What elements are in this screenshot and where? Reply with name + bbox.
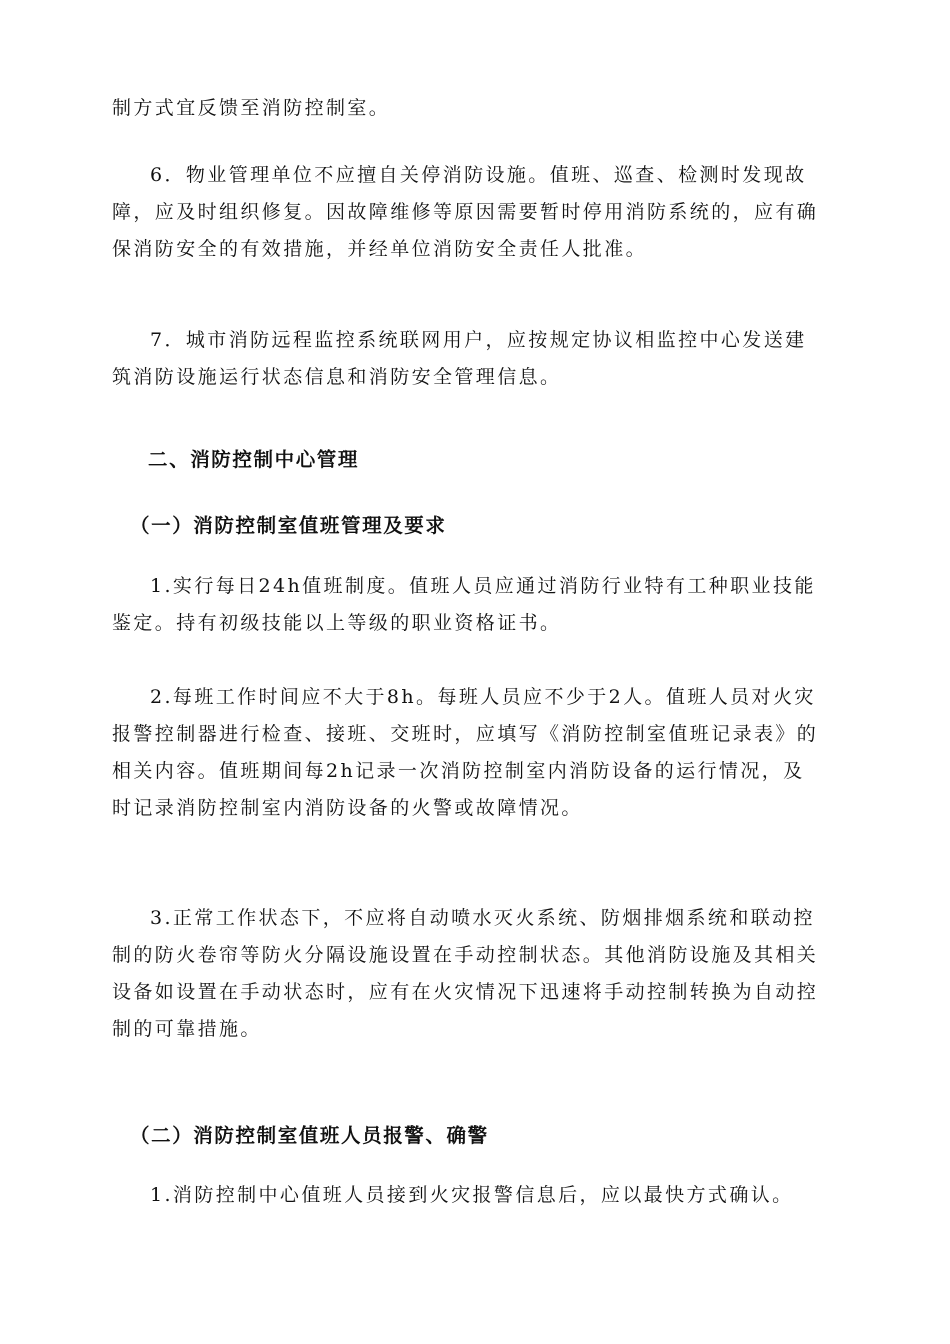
text-line: 筑消防设施运行状态信息和消防安全管理信息。	[112, 366, 562, 388]
paragraph-rule-3	[112, 900, 852, 1048]
text-line: 制的可靠措施。	[112, 1018, 262, 1040]
text-line: 鉴定。持有初级技能以上等级的职业资格证书。	[112, 612, 562, 634]
text-line: 制方式宜反馈至消防控制室。	[112, 97, 391, 119]
text-line: 时记录消防控制室内消防设备的火警或故障情况。	[112, 797, 583, 819]
paragraph-item-7	[112, 322, 852, 396]
text-line: 保消防安全的有效措施，并经单位消防安全责任人批准。	[112, 238, 648, 260]
text-line: 设备如设置在手动状态时，应有在火灾情况下迅速将手动控制转换为自动控	[112, 981, 819, 1003]
text-line: 障，应及时组织修复。因故障维修等原因需要暂时停用消防系统的，应有确	[112, 201, 819, 223]
paragraph-item-6	[112, 157, 852, 268]
text-line: 1.实行每日24h值班制度。值班人员应通过消防行业特有工种职业技能	[150, 575, 816, 597]
paragraph-rule-1	[112, 568, 852, 642]
text-line: 7．城市消防远程监控系统联网用户，应按规定协议相监控中心发送建	[150, 329, 807, 351]
text-line: 2.每班工作时间应不大于8h。每班人员应不少于2人。值班人员对火灾	[150, 686, 816, 708]
paragraph-report-1	[112, 1177, 852, 1214]
paragraph-rule-2	[112, 679, 852, 827]
text-line: 6．物业管理单位不应擅自关停消防设施。值班、巡查、检测时发现故	[150, 164, 807, 186]
text-line: 1.消防控制中心值班人员接到火灾报警信息后，应以最快方式确认。	[150, 1184, 794, 1206]
text-line: 制的防火卷帘等防火分隔设施设置在手动控制状态。其他消防设施及其相关	[112, 944, 819, 966]
text-line: 报警控制器进行检查、接班、交班时，应填写《消防控制室值班记录表》的	[112, 723, 819, 745]
subsection-heading-1: （一）消防控制室值班管理及要求	[130, 514, 447, 537]
paragraph-continued	[112, 90, 852, 127]
text-line: 相关内容。值班期间每2h记录一次消防控制室内消防设备的运行情况，及	[112, 760, 805, 782]
text-line: 3.正常工作状态下，不应将自动喷水灭火系统、防烟排烟系统和联动控	[150, 907, 815, 929]
subsection-heading-2: （二）消防控制室值班人员报警、确警	[130, 1124, 489, 1147]
section-heading: 二、消防控制中心管理	[148, 448, 360, 471]
